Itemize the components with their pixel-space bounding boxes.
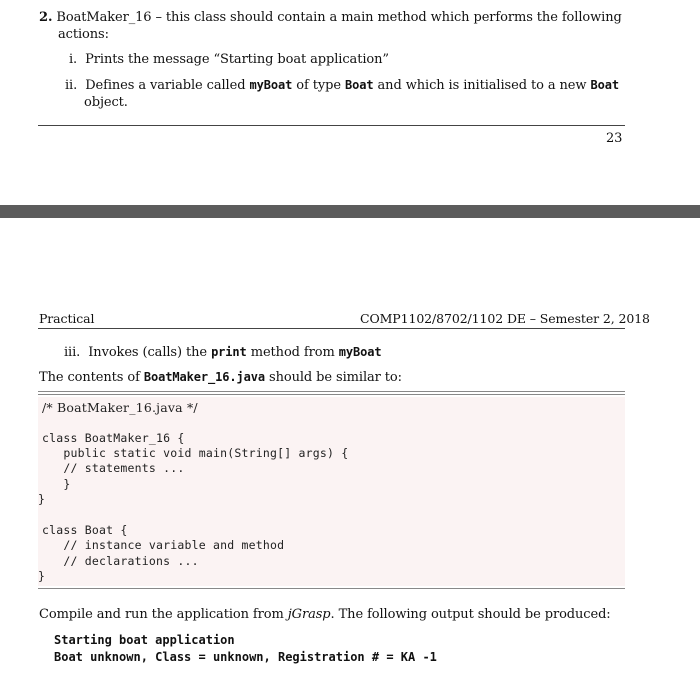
sentence-text: . The following output should be produced: — [330, 607, 611, 622]
list-item-text: Defines a variable called — [85, 78, 246, 93]
code-variable: myBoat — [249, 78, 293, 92]
output-line: Starting boat application — [54, 633, 235, 647]
question-number: 2. — [39, 10, 53, 25]
tool-name: jGrasp — [287, 607, 331, 622]
code-line: } — [38, 569, 46, 583]
running-header-right: COMP1102/8702/1102 DE – Semester 2, 2018 — [360, 311, 650, 326]
code-line: // statements ... — [42, 461, 185, 475]
list-item-text: Prints the message “Starting boat application” — [85, 52, 389, 67]
code-line: /* BoatMaker_16.java */ — [42, 400, 198, 415]
code-line: } — [38, 492, 46, 506]
code-variable: myBoat — [338, 345, 382, 359]
sentence-text: Compile and run the application from — [39, 607, 284, 622]
page-number: 23 — [606, 131, 623, 146]
code-top-rule-2 — [38, 394, 625, 395]
sentence-text: The contents of — [39, 370, 140, 385]
code-line: class BoatMaker_16 { — [42, 431, 185, 445]
code-line: } — [42, 477, 71, 491]
question-text-continued: actions: — [58, 27, 109, 42]
code-type: Boat — [590, 78, 619, 92]
list-item-number: i. — [69, 52, 78, 67]
contents-sentence — [39, 370, 402, 385]
output-line: Boat unknown, Class = unknown, Registration # = KA -1 — [54, 650, 437, 664]
code-line: public static void main(String[] args) { — [42, 446, 349, 460]
sentence-text: should be similar to: — [269, 370, 402, 385]
code-line: // declarations ... — [42, 554, 199, 568]
code-top-rule — [38, 391, 625, 392]
list-item-text: of type — [296, 78, 341, 93]
running-header-left: Practical — [39, 311, 95, 326]
code-line: class Boat { — [42, 523, 128, 537]
list-item-text: and which is initialised to a new — [377, 78, 587, 93]
list-item-text: method from — [250, 345, 335, 360]
code-method: print — [211, 345, 247, 359]
code-bottom-rule — [38, 588, 625, 589]
list-item-number: iii. — [64, 345, 81, 360]
code-type: Boat — [344, 78, 374, 92]
list-item-ii-continued: object. — [84, 95, 128, 110]
footer-rule — [38, 125, 625, 126]
question-heading — [39, 10, 679, 25]
list-item-ii — [65, 78, 665, 93]
code-filename: BoatMaker_16.java — [143, 370, 265, 384]
question-text: BoatMaker_16 – this class should contain a main method which performs the following — [56, 10, 622, 25]
header-rule — [38, 328, 625, 329]
list-item-iii — [64, 345, 382, 360]
compile-sentence — [39, 607, 611, 622]
list-item-text: Invokes (calls) the — [88, 345, 208, 360]
list-item-number: ii. — [65, 78, 78, 93]
code-line: // instance variable and method — [42, 538, 285, 552]
list-item-i — [69, 52, 389, 67]
page-separator — [0, 205, 700, 218]
